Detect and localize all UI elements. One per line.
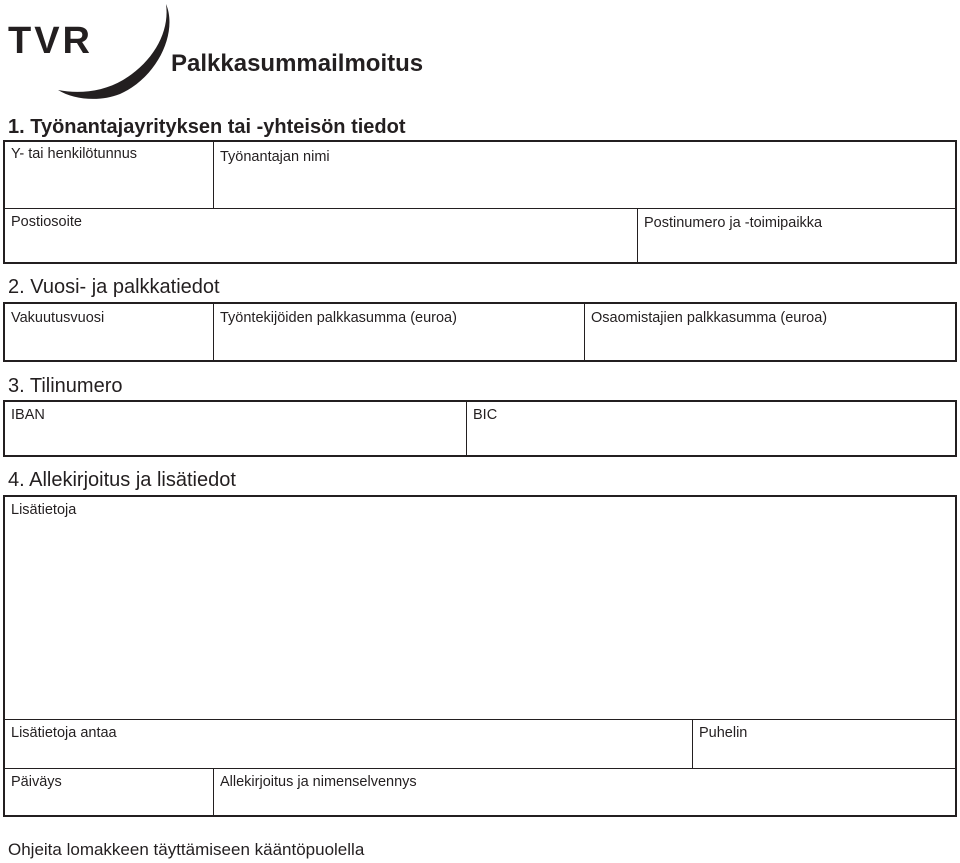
postal-code-label: Postinumero ja -toimipaikka	[644, 215, 823, 231]
date-field[interactable]	[5, 768, 213, 815]
signature-field[interactable]	[213, 768, 955, 815]
bic-field[interactable]	[466, 402, 955, 455]
shareholder-payroll-field[interactable]	[584, 304, 955, 360]
signature-info-box	[3, 495, 957, 817]
info-provider-field[interactable]	[5, 719, 692, 768]
postal-code-field[interactable]	[637, 208, 955, 262]
section-2-title: 2. Vuosi- ja palkkatiedot	[8, 276, 220, 298]
business-id-field[interactable]	[5, 142, 213, 208]
additional-info-field[interactable]	[5, 497, 955, 719]
employer-info-box	[3, 140, 957, 264]
footer-instructions: Ohjeita lomakkeen täyttämiseen kääntöpuolella	[8, 840, 365, 859]
tvr-logo	[8, 2, 173, 100]
signature-label: Allekirjoitus ja nimenselvennys	[220, 774, 417, 790]
phone-label: Puhelin	[699, 725, 748, 741]
employer-name-field[interactable]	[213, 142, 955, 208]
employee-payroll-label: Työntekijöiden palkkasumma (euroa)	[220, 310, 457, 326]
section-1-title: 1. Työnantajayrityksen tai -yhteisön tiedot	[8, 116, 406, 138]
postal-address-field[interactable]	[5, 208, 637, 262]
insurance-year-label: Vakuutusvuosi	[11, 310, 105, 326]
date-label: Päiväys	[11, 774, 62, 790]
iban-label: IBAN	[11, 407, 45, 423]
info-provider-label: Lisätietoja antaa	[11, 725, 117, 741]
employee-payroll-field[interactable]	[213, 304, 584, 360]
iban-field[interactable]	[5, 402, 466, 455]
postal-address-label: Postiosoite	[11, 214, 82, 230]
additional-info-label: Lisätietoja	[11, 502, 77, 518]
phone-field[interactable]	[692, 719, 955, 768]
employer-name-label: Työnantajan nimi	[220, 149, 330, 165]
document-title: Palkkasummailmoitus	[171, 50, 424, 77]
section-3-title: 3. Tilinumero	[8, 375, 123, 397]
business-id-label: Y- tai henkilötunnus	[11, 146, 138, 162]
shareholder-payroll-label: Osaomistajien palkkasumma (euroa)	[591, 310, 828, 326]
account-info-box	[3, 400, 957, 457]
logo-text: TVR	[8, 20, 93, 62]
section-4-title: 4. Allekirjoitus ja lisätiedot	[8, 469, 236, 491]
insurance-year-field[interactable]	[5, 304, 213, 360]
bic-label: BIC	[473, 407, 498, 423]
payroll-info-box	[3, 302, 957, 362]
